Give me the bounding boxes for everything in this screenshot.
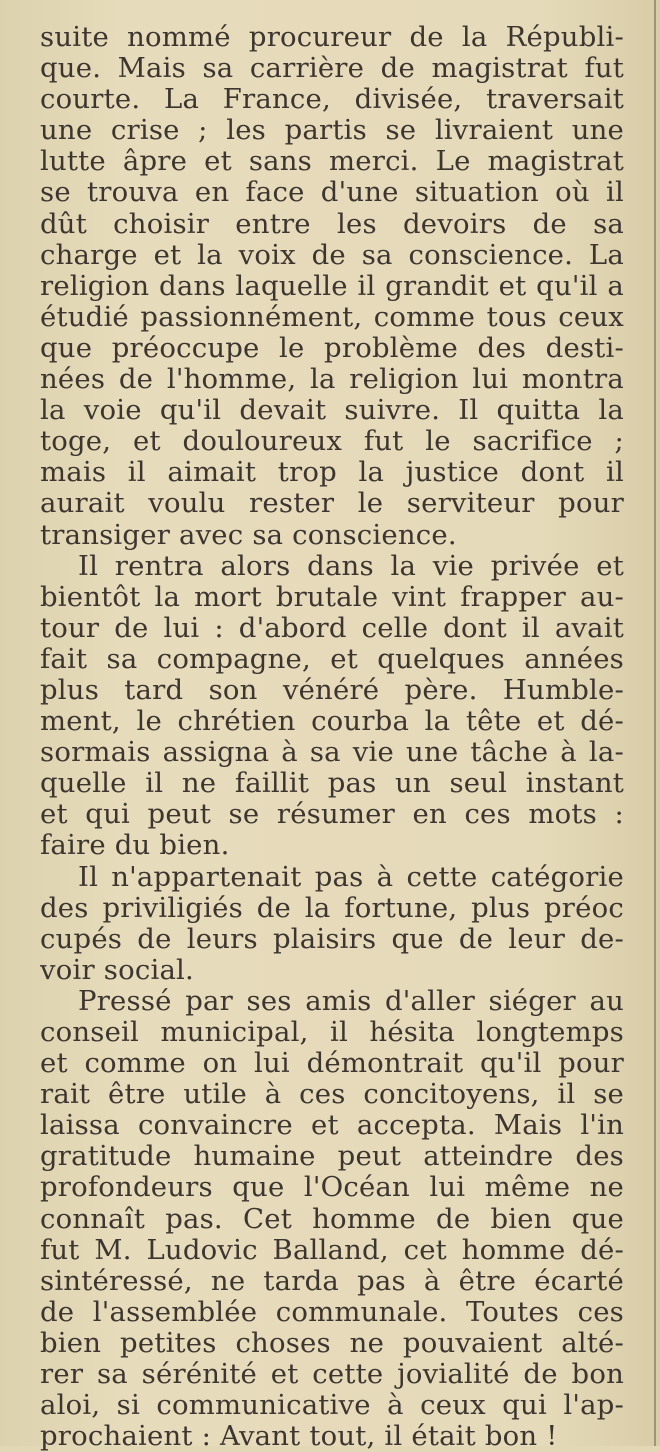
- text-line: ment, le chrétien courba la tête et dé-: [40, 706, 624, 738]
- text-line: sintéressé, ne tarda pas à être écarté: [40, 1265, 624, 1297]
- text-line: plus tard son vénéré père. Humble-: [40, 674, 624, 706]
- text-line: quelle il ne faillit pas un seul instant: [40, 768, 624, 800]
- text-line: et comme on lui démontrait qu'il pour: [40, 1048, 624, 1080]
- text-line: laissa convaincre et accepta. Mais l'in: [40, 1110, 624, 1142]
- text-line: Il rentra alors dans la vie privée et: [78, 550, 624, 582]
- text-line: mais il aimait trop la justice dont il: [40, 457, 624, 489]
- text-line: suite nommé procureur de la Républi-: [40, 22, 624, 53]
- text-line: voir social.: [40, 954, 194, 986]
- text-line: sormais assigna à sa vie une tâche à la-: [40, 737, 624, 769]
- article-column: [40, 22, 624, 1452]
- text-line: Il n'appartenait pas à cette catégorie: [78, 861, 624, 893]
- text-line: Pressé par ses amis d'aller siéger au: [78, 985, 624, 1017]
- text-line: une crise ; les partis se livraient une: [40, 115, 624, 147]
- text-line: aloi, si communicative à ceux qui l'ap-: [40, 1390, 624, 1422]
- text-line: courte. La France, divisée, traversait: [40, 84, 624, 116]
- text-line: la voie qu'il devait suivre. Il quitta la: [40, 395, 624, 427]
- column-rule: [654, 0, 656, 1446]
- text-line: rer sa sérénité et cette jovialité de bon: [40, 1359, 624, 1391]
- text-line: que préoccupe le problème des desti-: [40, 332, 624, 364]
- article-paragraph: [40, 551, 624, 862]
- text-line: bien petites choses ne pouvaient alté-: [40, 1327, 624, 1359]
- text-line: lutte âpre et sans merci. Le magistrat: [40, 146, 624, 178]
- text-line: tour de lui : d'abord celle dont il avait: [40, 612, 624, 644]
- text-line: connaît pas. Cet homme de bien que: [40, 1203, 624, 1235]
- text-line: rait être utile à ces concitoyens, il se: [40, 1079, 624, 1111]
- text-line: cupés de leurs plaisirs que de leur de-: [40, 923, 624, 955]
- text-line: transiger avec sa conscience.: [40, 519, 457, 551]
- text-line: de l'assemblée communale. Toutes ces: [40, 1296, 624, 1328]
- text-line: religion dans laquelle il grandit et qu'il a: [40, 270, 624, 302]
- text-line: toge, et douloureux fut le sacrifice ;: [40, 426, 624, 458]
- text-line: se trouva en face d'une situation où il: [40, 177, 624, 209]
- text-line: que. Mais sa carrière de magistrat fut: [40, 53, 624, 85]
- text-line: aurait voulu rester le serviteur pour: [40, 488, 624, 520]
- text-line: et qui peut se résumer en ces mots :: [40, 799, 624, 831]
- text-line: bientôt la mort brutale vint frapper au-: [40, 581, 624, 613]
- text-line: étudié passionnément, comme tous ceux: [40, 301, 624, 333]
- text-line: prochaient : Avant tout, il était bon !: [40, 1421, 558, 1452]
- text-line: fut M. Ludovic Balland, cet homme dé-: [40, 1234, 624, 1266]
- article-paragraph: [40, 862, 624, 986]
- article-paragraph: [40, 22, 624, 551]
- text-line: charge et la voix de sa conscience. La: [40, 239, 624, 271]
- text-line: des priviligiés de la fortune, plus préoc: [40, 892, 624, 924]
- text-line: profondeurs que l'Océan lui même ne: [40, 1172, 624, 1204]
- text-line: fait sa compagne, et quelques années: [40, 643, 624, 675]
- text-line: conseil municipal, il hésita longtemps: [40, 1017, 624, 1048]
- text-line: nées de l'homme, la religion lui montra: [40, 364, 624, 396]
- text-line: faire du bien.: [40, 830, 230, 862]
- text-line: dût choisir entre les devoirs de sa: [40, 208, 624, 240]
- article-paragraph: [40, 986, 624, 1452]
- text-line: gratitude humaine peut atteindre des: [40, 1141, 624, 1173]
